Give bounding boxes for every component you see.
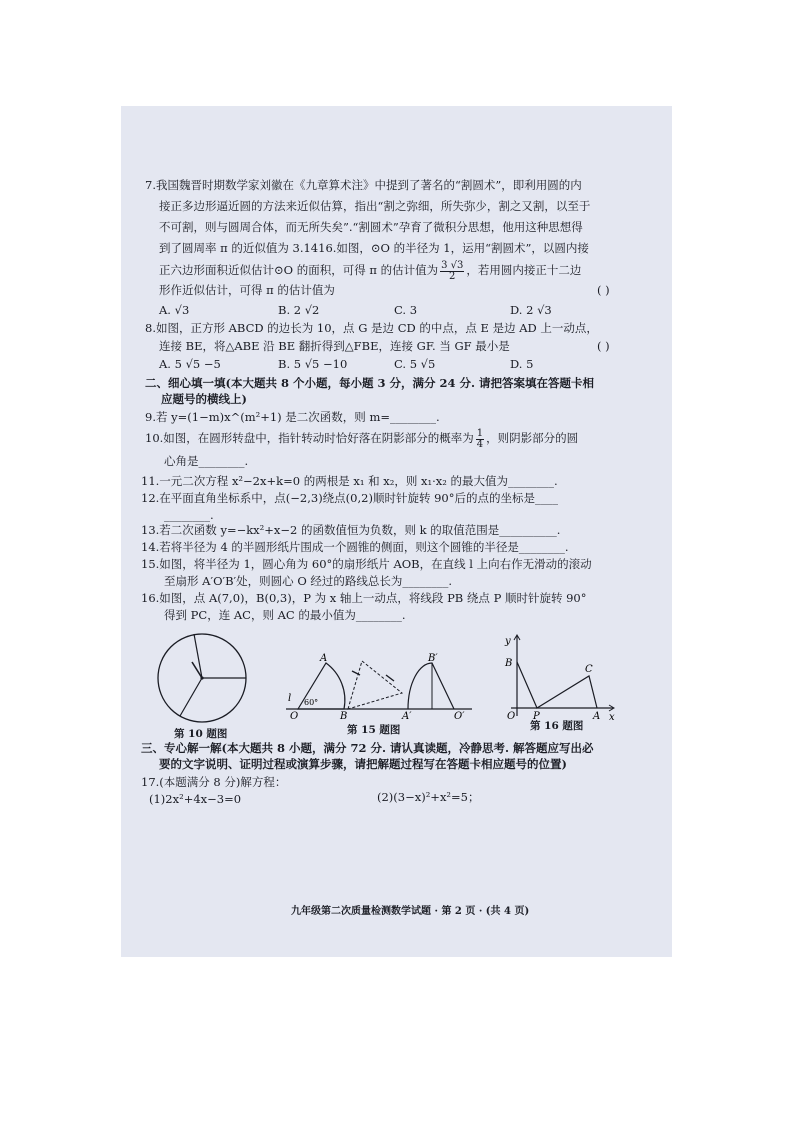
q15-line-1: 15.如图，将半径为 1，圆心角为 60°的扇形纸片 AOB，在直线 l 上向右作无滑动的滚动 xyxy=(141,557,592,571)
sector-middle-dashed xyxy=(348,661,402,709)
q9-text: 9.若 y=(1−m)x^(m²+1) 是二次函数，则 m=________. xyxy=(145,410,440,424)
q7-line-5 xyxy=(159,258,581,282)
q14-text: 14.若将半径为 4 的半圆形纸片围成一个圆锥的侧面，则这个圆锥的半径是________. xyxy=(141,540,569,554)
q17-title: 17.(本题满分 8 分)解方程： xyxy=(141,775,287,789)
q7-line-1: 7.我国魏晋时期数学家刘徽在《九章算术注》中提到了著名的“割圆术”，即利用圆的内 xyxy=(145,178,582,192)
f16-label-a: A xyxy=(593,711,601,720)
f16-label-y: y xyxy=(505,636,511,647)
f15-label-a-prime: A′ xyxy=(402,711,412,722)
q7-line-3: 不可割，则与圆周合体，而无所失矣”.“割圆术”孕育了微积分思想，他用这种思想得 xyxy=(159,220,583,234)
q7-line-5-post: ，若用圆内接正十二边 xyxy=(466,263,582,277)
q8-option-d: D. 5 xyxy=(510,357,534,371)
f15-label-b-prime: B′ xyxy=(428,653,438,664)
q16-line-2: 得到 PC，连 AC，则 AC 的最小值为________. xyxy=(164,608,406,622)
q8-option-c: C. 5 √5 xyxy=(394,357,436,371)
q17-part-2: (2)(3−x)²+x²=5； xyxy=(377,790,480,804)
q7-frac-den: 2 xyxy=(449,270,456,282)
f16-label-x: x xyxy=(609,712,615,720)
q8-line-1: 8.如图，正方形 ABCD 的边长为 10，点 G 是边 CD 的中点，点 E 是边 AD 上一动点， xyxy=(145,321,598,335)
q7-option-a: A. √3 xyxy=(159,303,190,317)
section-2-title: 二、细心填一填(本大题共 8 个小题，每小题 3 分，满分 24 分. 请把答案填在答题卡相 xyxy=(145,376,594,390)
f15-label-a: A xyxy=(320,653,328,664)
f15-label-b: B xyxy=(340,711,348,722)
f15-label-l: l xyxy=(288,693,292,704)
spinner-radius-bottom xyxy=(180,678,202,716)
q10-frac-num: 1 xyxy=(476,427,484,439)
section-3-title: 三、专心解一解(本大题共 8 小题，满分 72 分. 请认真读题，冷静思考. 解答题应写出必 xyxy=(141,741,594,755)
q8-line-2: 连接 BE，将△ABE 沿 BE 翻折得到△FBE，连接 GF. 当 GF 最小是 xyxy=(159,339,510,353)
q7-fraction xyxy=(440,261,464,282)
section-3-title-cont: 要的文字说明、证明过程或演算步骤，请把解题过程写在答题卡相应题号的位置) xyxy=(159,757,567,771)
q15-line-2: 至扇形 A′O′B′处，则圆心 O 经过的路线总长为________. xyxy=(164,574,453,588)
f16-label-b: B xyxy=(505,658,513,669)
q10-line-2: 心角是________. xyxy=(164,454,249,468)
q7-option-b: B. 2 √2 xyxy=(278,303,320,317)
q7-line-4: 到了圆周率 π 的近似值为 3.1416.如图，⊙O 的半径为 1，运用“割圆术”，以圆内接 xyxy=(159,241,589,255)
q8-option-a: A. 5 √5 −5 xyxy=(159,357,221,371)
q8-option-b: B. 5 √5 −10 xyxy=(278,357,348,371)
q7-frac-num: 3 √3 xyxy=(441,259,464,271)
q17-part-1: (1)2x²+4x−3=0 xyxy=(149,792,242,806)
q10-line-1 xyxy=(145,426,578,450)
q10-pre: 10.如图，在圆形转盘中，指针转动时恰好落在阴影部分的概率为 xyxy=(145,431,474,445)
q12-line-1: 12.在平面直角坐标系中，点(−2,3)绕点(0,2)顺时针旋转 90°后的点的坐标是____ xyxy=(141,491,558,505)
q16-line-1: 16.如图，点 A(7,0)，B(0,3)，P 为 x 轴上一动点，将线段 PB 绕点 P 顺时针旋转 90° xyxy=(141,591,587,605)
q8-bracket: ( ) xyxy=(597,339,610,353)
f15-label-o-prime: O′ xyxy=(454,711,465,722)
f15-label-angle: 60° xyxy=(304,698,319,707)
q12-line-2: ________. xyxy=(164,508,214,522)
q7-line-2: 接正多边形逼近圆的方法来近似估算，指出“割之弥细，所失弥少，割之又割，以至于 xyxy=(159,199,591,213)
figure-10-caption: 第 10 题图 xyxy=(174,728,228,740)
q7-option-c: C. 3 xyxy=(394,303,418,317)
exam-sheet xyxy=(121,106,672,957)
f16-label-c: C xyxy=(585,664,593,675)
q10-post: ，则阴影部分的圆 xyxy=(486,431,579,445)
figure-10 xyxy=(152,632,252,724)
sector-a-prime xyxy=(408,663,454,709)
f16-label-o: O xyxy=(507,711,516,720)
arrow-2 xyxy=(386,675,394,681)
q7-bracket: ( ) xyxy=(597,283,610,297)
f15-label-o: O xyxy=(290,711,299,722)
figure-15-caption: 第 15 题图 xyxy=(347,724,401,736)
section-2-title-cont: 应题号的横线上) xyxy=(161,392,247,406)
q7-option-d: D. 2 √3 xyxy=(510,303,552,317)
q10-frac-den: 4 xyxy=(476,438,484,450)
q7-line-6: 形作近似估计，可得 π 的估计值为 xyxy=(159,283,335,297)
page-footer: 九年级第二次质量检测数学试题 · 第 2 页 · (共 4 页) xyxy=(291,906,530,917)
figure-16-caption: 第 16 题图 xyxy=(530,720,584,732)
q10-fraction xyxy=(476,429,484,450)
figure-15 xyxy=(284,651,474,723)
q13-text: 13.若二次函数 y=−kx²+x−2 的函数值恒为负数，则 k 的取值范围是__________. xyxy=(141,523,561,537)
q7-line-5-pre: 正六边形面积近似估计⊙O 的面积，可得 π 的估计值为 xyxy=(159,263,439,277)
f16-label-p: P xyxy=(533,711,540,720)
figure-16 xyxy=(501,632,621,720)
q11-text: 11.一元二次方程 x²−2x+k=0 的两根是 x₁ 和 x₂，则 x₁·x₂ 的最大值为________. xyxy=(141,474,558,488)
spinner-center xyxy=(200,676,203,679)
